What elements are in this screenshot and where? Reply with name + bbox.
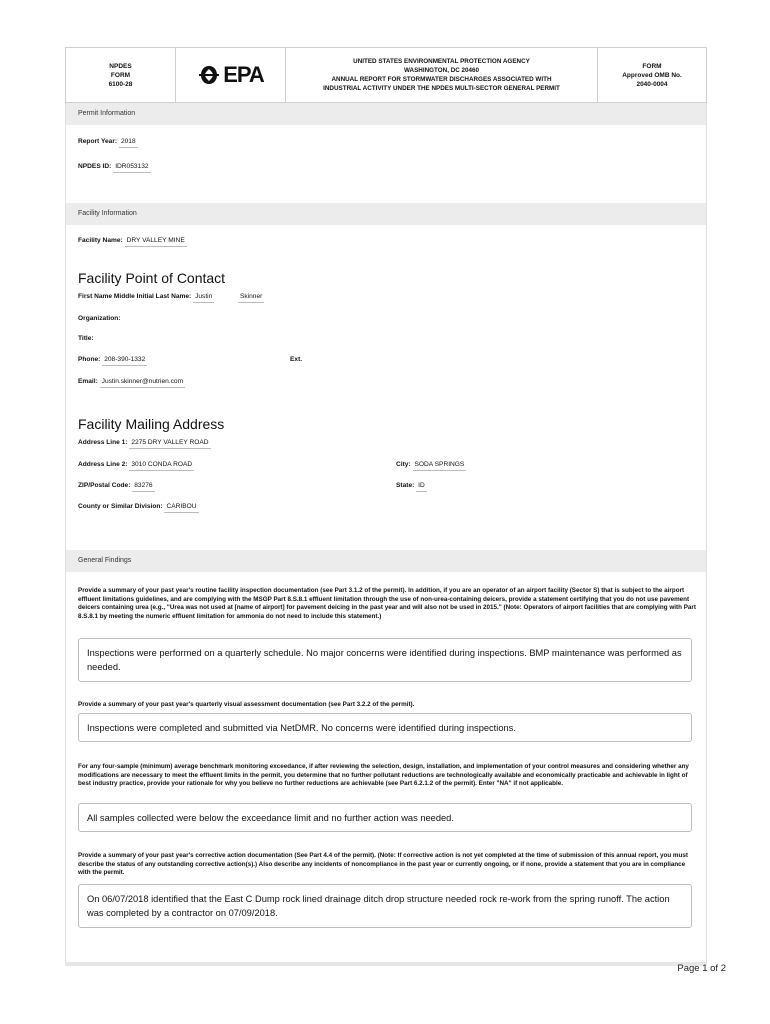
state-label: State:	[396, 482, 415, 489]
npdes-id-field	[78, 163, 151, 173]
county-field	[78, 503, 199, 513]
city-field	[396, 461, 466, 471]
omb-approved-label: Approved OMB No.	[622, 71, 682, 79]
answer-visual-assessment[interactable]: Inspections were completed and submitted via NetDMR. No concerns were identified during inspections.	[78, 713, 692, 742]
agency-name: UNITED STATES ENVIRONMENTAL PROTECTION AGENCY	[353, 58, 530, 65]
epa-logo-text: EPA	[223, 62, 264, 87]
city-label: City:	[396, 461, 411, 468]
question-routine-inspection: Provide a summary of your past year's routine facility inspection documentation (see Part 3.1.2 of the permit). In addition, if you are an operator of an airport facility (Sector S) that is subject to the airport effluent limitations guidelines, and are complying with the MSGP Part 8.S.8.1 effluent limitation through the use of non-urea-containing deicers, provide a statement certifying that you do not use pavement deicers containing urea (e.g., "Urea was not used at [name of airport] for pavement deicing in the past year and will also not be used in 2015." (Note: Operators of airport facilities that are complying with Part 8.S.8.1 by meeting the numeric effluent limitation for ammonia do not need to include this statement.)	[78, 587, 696, 620]
form-header	[65, 47, 707, 103]
first-name-value[interactable]: Justin	[193, 293, 214, 303]
facility-name-label: Facility Name:	[78, 237, 123, 244]
question-corrective-action: Provide a summary of your past year's corrective action documentation (See Part 4.4 of the permit). (Note: If corrective action is not yet completed at the time of submission of this annual report, you must describe the status of any outstanding corrective action(s).) Also describe any incidents of noncompliance in the past year or currently ongoing, or if none, provide a statement that you are in compliance with the permit.	[78, 852, 688, 877]
state-field	[396, 482, 427, 492]
ext-label: Ext.	[290, 356, 303, 363]
page-number: Page 1 of 2	[677, 963, 726, 974]
footer-divider	[65, 962, 707, 966]
facility-name-value[interactable]: DRY VALLEY MINE	[125, 237, 187, 247]
answer-benchmark-exceedance[interactable]: All samples collected were below the exceedance limit and no further action was needed.	[78, 803, 692, 832]
npdes-label: NPDES	[109, 62, 132, 70]
report-title-line2: INDUSTRIAL ACTIVITY UNDER THE NPDES MULTI-SECTOR GENERAL PERMIT	[323, 85, 560, 92]
phone-value[interactable]: 208-390-1332	[102, 356, 147, 366]
zip-value[interactable]: 83276	[132, 482, 154, 492]
address-line1-field	[78, 439, 211, 449]
question-benchmark-exceedance: For any four-sample (minimum) average benchmark monitoring exceedance, if after reviewing the selection, design, installation, and implementation of your control measures and considering whether any modifications are necessary to meet the effluent limits in the permit, you determine that no further pollutant reductions are technologically available and economically practicable and achievable in light of best industry practice, provide your rationale for why you believe no further reductions are achievable (see Part 6.2.1.2 of the permit). Enter "NA" if not applicable.	[78, 763, 689, 788]
organization-field	[78, 315, 121, 322]
npdes-id-value[interactable]: IDR053132	[113, 163, 150, 173]
email-value[interactable]: Justin.skinner@nutrien.com	[100, 378, 185, 388]
section-facility-information: Facility Information	[66, 203, 706, 225]
section-general-findings: General Findings	[66, 550, 706, 572]
report-year-field	[78, 138, 138, 148]
agency-address: WASHINGTON, DC 20460	[403, 67, 480, 74]
facility-name-field	[78, 237, 187, 247]
county-label: County or Similar Division:	[78, 503, 163, 510]
county-value[interactable]: CARIBOU	[164, 503, 198, 513]
contact-name-field	[78, 293, 264, 303]
state-value[interactable]: ID	[416, 482, 427, 492]
form-label: FORM	[110, 71, 131, 79]
answer-corrective-action[interactable]: On 06/07/2018 identified that the East C Dump rock lined drainage ditch drop structure needed rock re-work from the spring runoff. The action was completed by a contractor on 07/09/2018.	[78, 884, 692, 928]
organization-label: Organization:	[78, 315, 121, 322]
address-line1-value[interactable]: 2275 DRY VALLEY ROAD	[129, 439, 210, 449]
zip-field	[78, 482, 155, 492]
email-label: Email:	[78, 378, 98, 385]
contact-names-label: First Name Middle Initial Last Name:	[78, 293, 192, 300]
agency-title-block	[286, 48, 598, 102]
omb-number: 2040-0004	[636, 80, 668, 88]
phone-label: Phone:	[78, 356, 101, 363]
title-field	[78, 335, 94, 342]
report-year-label: Report Year:	[78, 138, 118, 145]
title-label: Title:	[78, 335, 94, 342]
mailing-heading: Facility Mailing Address	[78, 416, 225, 432]
section-permit-information: Permit Information	[66, 103, 706, 125]
answer-routine-inspection[interactable]: Inspections were performed on a quarterly schedule. No major concerns were identified during inspections. BMP maintenance was performed as needed.	[78, 638, 692, 682]
omb-block	[598, 48, 706, 102]
form-number: 6100-28	[108, 80, 133, 88]
email-field	[78, 378, 185, 388]
phone-field	[78, 356, 147, 366]
contact-heading: Facility Point of Contact	[78, 270, 226, 286]
report-title-line1: ANNUAL REPORT FOR STORMWATER DISCHARGES ASSOCIATED WITH	[331, 76, 552, 83]
city-value[interactable]: SODA SPRINGS	[413, 461, 467, 471]
report-year-value[interactable]: 2018	[119, 138, 138, 148]
form-number-block	[66, 48, 176, 102]
omb-form-label: FORM	[642, 62, 662, 70]
address-line2-label: Address Line 2:	[78, 461, 128, 468]
ext-field	[290, 356, 302, 363]
address-line2-field	[78, 461, 194, 471]
zip-label: ZIP/Postal Code:	[78, 482, 131, 489]
npdes-id-label: NPDES ID:	[78, 163, 112, 170]
address-line1-label: Address Line 1:	[78, 439, 128, 446]
address-line2-value[interactable]: 3010 CONDA ROAD	[129, 461, 194, 471]
last-name-value[interactable]: Skinner	[238, 293, 264, 303]
question-visual-assessment: Provide a summary of your past year's quarterly visual assessment documentation (see Part 3.2.2 of the permit).	[78, 701, 415, 708]
epa-logo	[176, 48, 286, 102]
